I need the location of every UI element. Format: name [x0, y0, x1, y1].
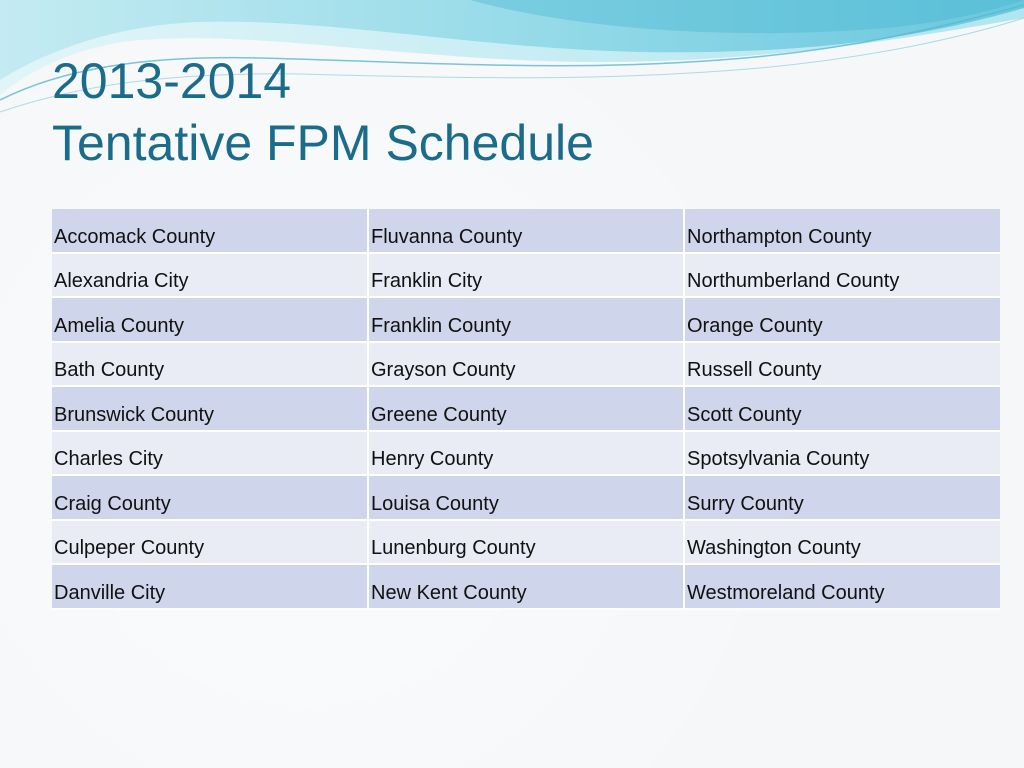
table-cell: Danville City [52, 564, 368, 609]
table-cell: Alexandria City [52, 253, 368, 298]
table-cell: Orange County [684, 297, 1000, 342]
title-line-year: 2013-2014 [52, 53, 292, 109]
table-cell: Brunswick County [52, 386, 368, 431]
table-cell: Westmoreland County [684, 564, 1000, 609]
table-row [52, 297, 1000, 342]
table-cell: Louisa County [368, 475, 684, 520]
table-cell: Henry County [368, 431, 684, 476]
table-cell: Culpeper County [52, 520, 368, 565]
page-title [52, 50, 594, 174]
table-cell: Charles City [52, 431, 368, 476]
table-row [52, 386, 1000, 431]
table-row [52, 475, 1000, 520]
table-cell: Franklin County [368, 297, 684, 342]
table-cell: Northampton County [684, 209, 1000, 253]
table-row [52, 564, 1000, 609]
table-cell: Grayson County [368, 342, 684, 387]
table-row [52, 431, 1000, 476]
table-cell: Spotsylvania County [684, 431, 1000, 476]
table-cell: Russell County [684, 342, 1000, 387]
county-schedule-table [52, 209, 1000, 610]
table-row [52, 253, 1000, 298]
table-cell: Greene County [368, 386, 684, 431]
table-cell: Surry County [684, 475, 1000, 520]
table-cell: Bath County [52, 342, 368, 387]
table-cell: Washington County [684, 520, 1000, 565]
table-row [52, 209, 1000, 253]
title-line-schedule: Tentative FPM Schedule [52, 115, 594, 171]
table-cell: Lunenburg County [368, 520, 684, 565]
table-cell: New Kent County [368, 564, 684, 609]
table-row [52, 342, 1000, 387]
table-cell: Fluvanna County [368, 209, 684, 253]
table-cell: Northumberland County [684, 253, 1000, 298]
table-row [52, 520, 1000, 565]
table-cell: Scott County [684, 386, 1000, 431]
table-cell: Franklin City [368, 253, 684, 298]
table-cell: Craig County [52, 475, 368, 520]
table-cell: Accomack County [52, 209, 368, 253]
table-cell: Amelia County [52, 297, 368, 342]
